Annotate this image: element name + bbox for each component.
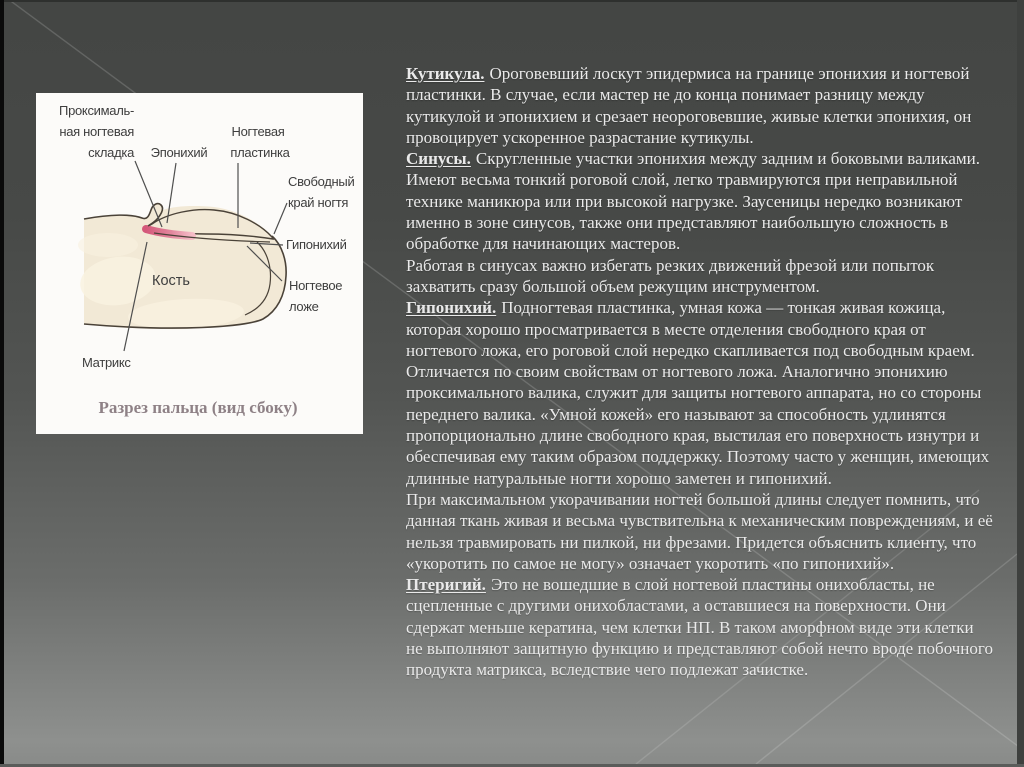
- label-nail-bed-line2: ложе: [289, 299, 319, 314]
- paragraph-sinuses: [406, 148, 994, 254]
- paragraph-hyponychium: [406, 297, 994, 489]
- term-pterygium: Птеригий.: [406, 575, 486, 595]
- screen-edge-left: [0, 0, 4, 767]
- paragraph-pterygium: [406, 574, 994, 680]
- screen-edge-right: [1017, 0, 1024, 767]
- label-proximal-fold-line2: ная ногтевая: [59, 124, 134, 139]
- paragraph-text: Это не вошедшие в слой ногтевой пластины онихобласты, не сцепленные с другими онихобластами, а оставшиеся на поверхности. Они сдержат меньше кератина, чем клетки НП. В таком аморфном виде эти клетки не выполняют защитную функцию и представляют собой нечто вроде побочного продукта матрикса, вследствие чего подлежат зачистке.: [406, 575, 993, 680]
- screen-edge-top: [0, 0, 1024, 2]
- paragraph-text: Подногтевая пластинка, умная кожа — тонкая живая кожица, которая хорошо просматривается в месте отделения свободного края от ногтевого ложа, его роговой слой нередко скапливается под свободным краем. Отличается по своим свойствам от ногтевого ложа. Аналогично эпонихию проксимального валика, служит для защиты ногтевого аппарата, но со стороны переднего валика. «Умной кожей» его называют за способность удлинятся пропорционально длине свободного края, выстилая его поверхность изнутри и обеспечивая ему таким образом поддержку. Поэтому часто у женщин, имеющих длинные натуральные ногти хорошо заметен и гипонихий.: [406, 298, 990, 488]
- label-matrix: Матрикс: [82, 355, 131, 370]
- text-column: [406, 63, 994, 681]
- label-nail-plate-line1: Ногтевая: [231, 124, 285, 139]
- label-hyponychium: Гипонихий: [286, 237, 347, 252]
- label-proximal-fold-line3: складка: [88, 145, 134, 160]
- label-nail-bed-line1: Ногтевое: [289, 278, 343, 293]
- paragraph-text: При максимальном укорачивании ногтей большой длины следует помнить, что данная ткань живая и весьма чувствительна к механическим повреждениям, и её нельзя травмировать ни пилкой, ни фрезами. Придется объяснить клиенту, что «укоротить по самое не могу» означает укоротить «по гипонихий».: [406, 489, 993, 573]
- term-cuticle: Кутикула.: [406, 64, 485, 83]
- figure-caption: Разрез пальца (вид сбоку): [98, 398, 298, 417]
- label-proximal-fold-line1: Проксималь-: [59, 103, 134, 118]
- slide-background: [4, 2, 1017, 764]
- paragraph-text: Ороговевший лоскут эпидермиса на границе эпонихия и ногтевой пластинки. В случае, если мастер не до конца понимает разницу между кутикулой и эпонихием и срезает неороговевшие, живые клетки эпонихия, он провоцирует ускоренное разрастание кутикулы.: [406, 64, 972, 147]
- paragraph-text: Работая в синусах важно избегать резких движений фрезой или попыток захватить сразу большой объем режущим инструментом.: [406, 255, 935, 296]
- paragraph-cuticle: [406, 63, 994, 148]
- term-hyponychium: Гипонихий.: [406, 298, 497, 318]
- nail-cross-section-figure: [36, 93, 363, 434]
- label-free-edge-line1: Свободный: [288, 174, 355, 189]
- label-free-edge-line2: край ногтя: [288, 195, 349, 210]
- nail-anatomy-figure-panel: [36, 93, 363, 434]
- label-bone: Кость: [152, 273, 190, 289]
- paragraph-sinuses-note: [406, 255, 994, 298]
- paragraph-text: Скругленные участки эпонихия между задним и боковыми валиками. Имеют весьма тонкий роговой слой, легко травмируются при неправильной технике маникюра или при высокой нагрузке. Заусеницы нередко возникают именно в зоне синусов, также они представляют наибольшую сложность в обработке для начинающих мастеров.: [406, 149, 981, 254]
- paragraph-hyponychium-note: [406, 489, 994, 574]
- bone-highlight: [78, 233, 138, 257]
- label-nail-plate-line2: пластинка: [230, 145, 290, 160]
- term-sinuses: Синусы.: [406, 149, 471, 169]
- label-eponychium: Эпонихий: [150, 145, 208, 160]
